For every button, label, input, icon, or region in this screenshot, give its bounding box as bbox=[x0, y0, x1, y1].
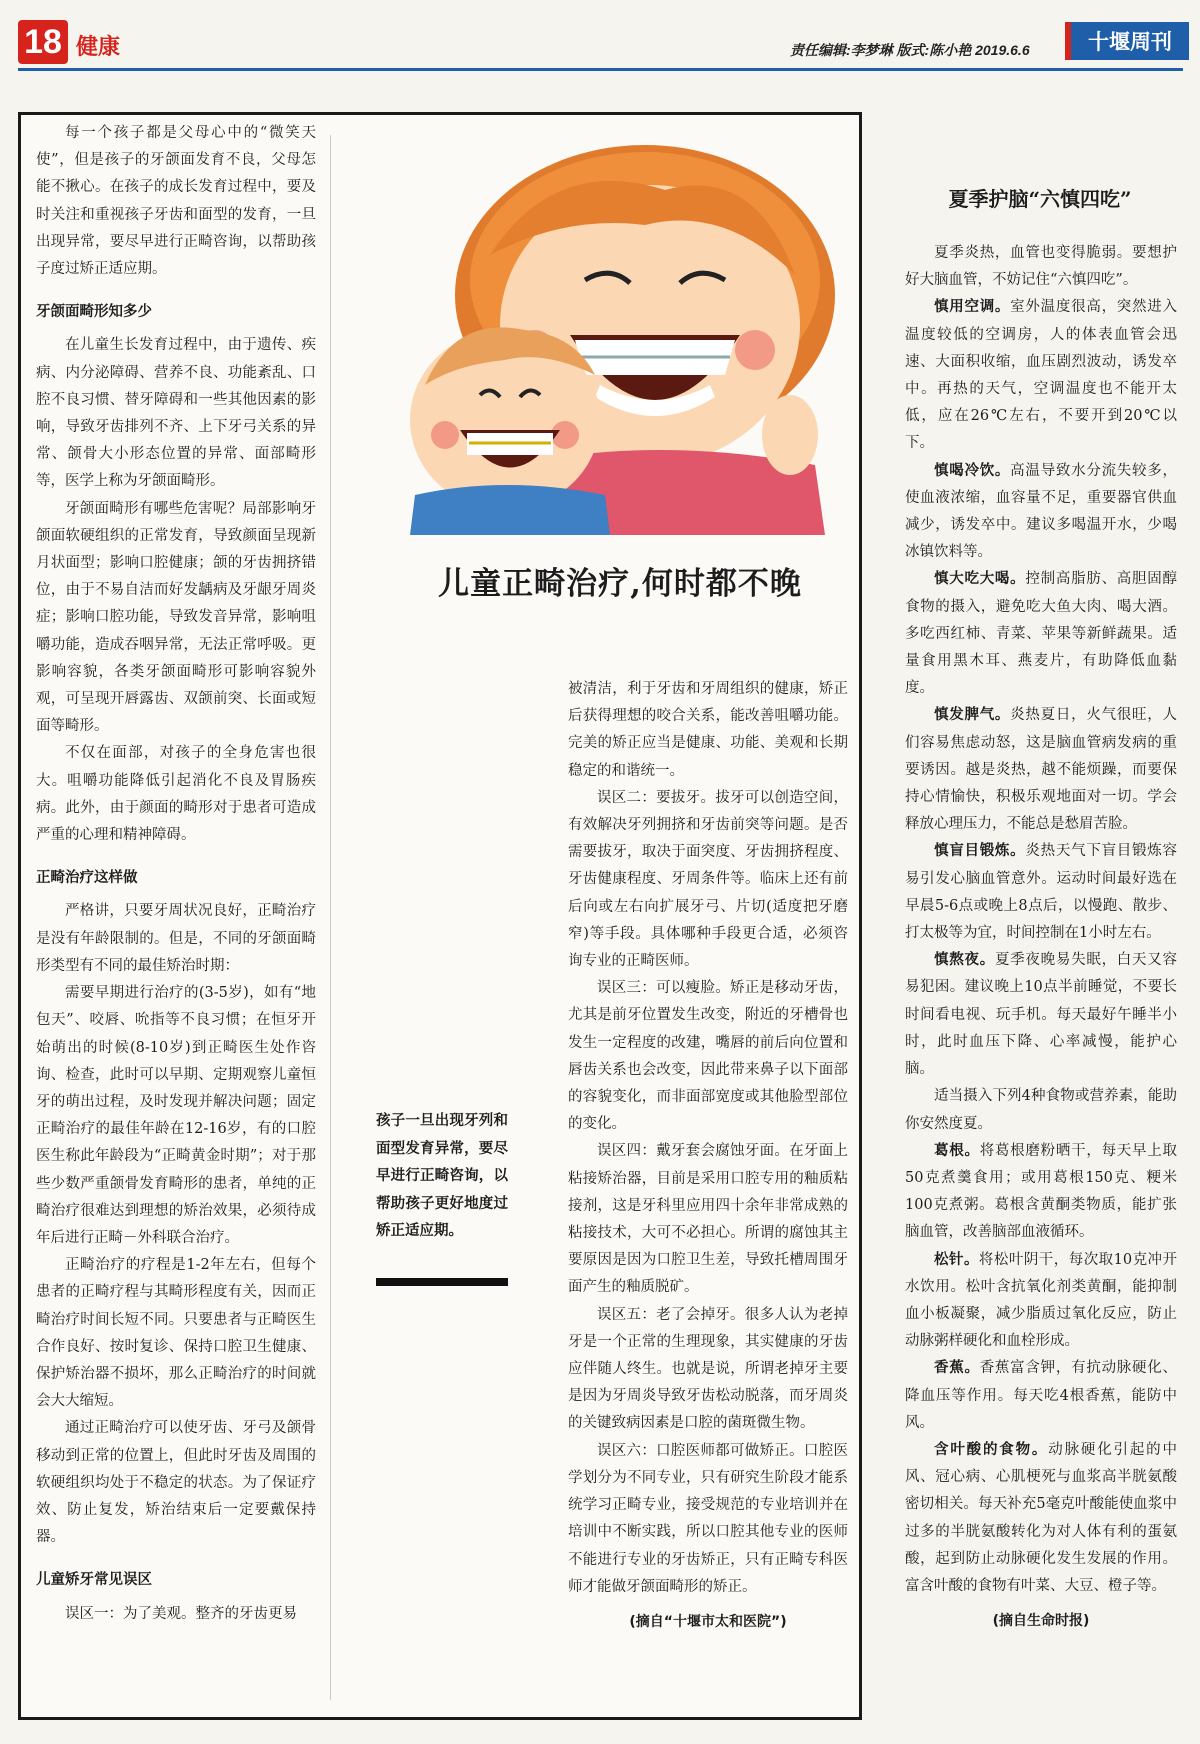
tip-text: 室外温度很高，突然进入温度较低的空调房，人的体表血管会迅速、大面积收缩，血压剧烈波动，诱发卒中。再热的天气，空调温度也不能开太低，应在26℃左右，不要开到20℃以下。 bbox=[905, 299, 1178, 452]
tip-text: 控制高脂肪、高胆固醇食物的摄入，避免吃大鱼大肉、喝大酒。多吃西红柿、青菜、苹果等新鲜蔬果。适量食用黑木耳、燕麦片，有助降低血黏度。 bbox=[905, 571, 1178, 697]
source-credit: (摘自生命时报) bbox=[992, 1613, 1090, 1630]
food-text: 将松叶阴干，每次取10克冲开水饮用。松叶含抗氧化剂类黄酮，能抑制血小板凝聚，减少脂质过氧化反应，防止动脉粥样硬化和血栓形成。 bbox=[905, 1251, 1178, 1350]
paragraph: 严格讲，只要牙周状况良好，正畸治疗是没有年龄限制的。但是，不同的牙颌面畸形类型有不同的最佳矫治时期： bbox=[36, 903, 316, 974]
tip-item bbox=[905, 838, 1177, 947]
paragraph: 误区五：老了会掉牙。很多人认为老掉牙是一个正常的生理现象，其实健康的牙齿应伴随人终生。也就是说，所谓老掉牙主要是因为牙周炎导致牙齿松动脱落，而牙周炎的关键致病因素是口腔的菌斑微生物。 bbox=[568, 1306, 848, 1432]
paragraph: 误区六：口腔医师都可做矫正。口腔医学划分为不同专业，只有研究生阶段才能系统学习正畸专业，接受规范的专业培训并在培训中不断实践，所以口腔其他专业的医师不能进行专业的牙齿矫正，只有正畸专科医师才能做牙颌面畸形的矫正。 bbox=[568, 1442, 848, 1595]
food-lead: 香蕉。 bbox=[934, 1360, 980, 1377]
subheading: 儿童矫牙常见误区 bbox=[36, 1572, 152, 1589]
food-item bbox=[905, 1138, 1177, 1247]
food-item bbox=[905, 1355, 1177, 1437]
tip-lead: 慎熬夜。 bbox=[934, 952, 995, 969]
tip-text: 高温导致水分流失较多，使血液浓缩，血容量不足，重要器官供血减少，诱发卒中。建议多喝温开水，少喝冰镇饮料等。 bbox=[905, 462, 1178, 561]
paragraph: 牙颌面畸形有哪些危害呢？局部影响牙颌面软硬组织的正常发育，导致颜面呈现新月状面型；影响口腔健康；颌的牙齿拥挤错位，由于不易自洁而好发龋病及牙龈牙周炎症；影响口腔功能，导致发音异常，影响咀嚼功能，造成吞咽异常，无法正常呼吸。更影响容貌，各类牙颌面畸形可影响容貌外观，可呈现开唇露齿、双颌前突、长面或短面等畸形。 bbox=[36, 500, 316, 735]
paragraph: 需要早期进行治疗的(3-5岁)，如有“地包天”、咬唇、吮指等不良习惯；在恒牙开始萌出的时候(8-10岁)到正畸医生处作咨询、检查，此时可以早期、定期观察儿童恒牙的萌出过程，及时发现并解决问题；固定正畸治疗的最佳年龄在12-16岁，有的口腔医生称此年龄段为“正畸黄金时期”；对于那些少数严重颌骨发育畸形的患者，单纯的正畸治疗很难达到理想的矫治效果，必须待成年后进行正畸－外科联合治疗。 bbox=[36, 985, 316, 1246]
paragraph: 正畸治疗的疗程是1-2年左右，但每个患者的正畸疗程与其畸形程度有关，因而正畸治疗时间长短不同。只要患者与正畸医生合作良好、按时复诊、保持口腔卫生健康、保护矫治器不损坏，那么正畸治疗的时间就会大大缩短。 bbox=[36, 1257, 316, 1410]
intro-paragraph: 每一个孩子都是父母心中的“微笑天使”，但是孩子的牙颌面发育不良，父母怎能不揪心。在孩子的成长发育过程中，要及时关注和重视孩子牙齿和面型的发育，一旦出现异常，要尽早进行正畸咨询，以帮助孩子度过矫正适应期。 bbox=[36, 125, 316, 278]
subheading: 牙颌面畸形知多少 bbox=[36, 304, 152, 321]
tip-item bbox=[905, 294, 1177, 457]
tip-item bbox=[905, 566, 1177, 702]
subheading: 正畸治疗这样做 bbox=[36, 870, 138, 887]
braces-kids-illustration bbox=[395, 135, 845, 535]
tip-text: 炎热天气下盲目锻炼容易引发心脑血管意外。运动时间最好选在早晨5-6点或晚上8点后，以慢跑、散步、打太极等为宜，时间控制在1小时左右。 bbox=[905, 843, 1178, 942]
column-divider bbox=[330, 135, 331, 1700]
column-1 bbox=[36, 120, 316, 1628]
tip-item bbox=[905, 702, 1177, 838]
sidebar-article-title: 夏季护脑“六慎四吃” bbox=[948, 187, 1132, 211]
paragraph: 适当摄入下列4种食物或营养素，能助你安然度夏。 bbox=[905, 1088, 1177, 1132]
food-text: 动脉硬化引起的中风、冠心病、心肌梗死与血浆高半胱氨酸密切相关。每天补充5毫克叶酸能使血浆中过多的半胱氨酸转化为对人体有利的蛋氨酸，起到防止动脉硬化发生发展的作用。富含叶酸的食物有叶菜、大豆、橙子等。 bbox=[905, 1441, 1177, 1594]
masthead-logo: 十堰周刊 bbox=[1065, 22, 1189, 60]
food-item bbox=[905, 1247, 1177, 1356]
paragraph: 在儿童生长发育过程中，由于遗传、疾病、内分泌障碍、营养不良、功能紊乱、口腔不良习惯、替牙障碍和一些其他因素的影响，导致牙齿排列不齐、上下牙弓关系的异常、颌骨大小形态位置的异常、面部畸形等，医学上称为牙颌面畸形。 bbox=[36, 337, 316, 490]
paragraph: 通过正畸治疗可以使牙齿、牙弓及颌骨移动到正常的位置上，但此时牙齿及周围的软硬组织均处于不稳定的状态。为了保证疗效、防止复发，矫治结束后一定要戴保持器。 bbox=[36, 1420, 316, 1546]
header-rule bbox=[18, 68, 1183, 71]
paragraph: 夏季炎热，血管也变得脆弱。要想护好大脑血管，不妨记住“六慎四吃”。 bbox=[905, 245, 1177, 289]
tip-lead: 慎用空调。 bbox=[934, 299, 1011, 316]
section-title: 健康 bbox=[76, 35, 121, 60]
food-item bbox=[905, 1437, 1177, 1600]
paragraph: 被清洁，利于牙齿和牙周组织的健康，矫正后获得理想的咬合关系，能改善咀嚼功能。完美的矫正应当是健康、功能、美观和长期稳定的和谐统一。 bbox=[568, 681, 848, 779]
tip-lead: 慎大吃大喝。 bbox=[934, 571, 1026, 588]
paragraph: 误区三：可以瘦脸。矫正是移动牙齿，尤其是前牙位置发生改变，附近的牙槽骨也发生一定程度的改建，嘴唇的前后向位置和唇齿关系也会改变，因此带来鼻子以下面部的容貌变化，而非面部宽度或其他脸型部位的变化。 bbox=[568, 980, 848, 1133]
tip-item bbox=[905, 947, 1177, 1083]
tip-text: 炎热夏日，火气很旺，人们容易焦虑动怒，这是脑血管病发病的重要诱因。越是炎热，越不能烦躁，而要保持心情愉快，积极乐观地面对一切。学会释放心理压力，不能总是愁眉苦脸。 bbox=[905, 707, 1178, 833]
pull-quote: 孩子一旦出现牙列和面型发育异常，要尽早进行正畸咨询，以帮助孩子更好地度过矫正适应期。 bbox=[376, 1113, 508, 1239]
page-number: 18 bbox=[18, 20, 68, 64]
main-headline: 儿童正畸治疗,何时都不晚 bbox=[438, 566, 802, 602]
food-text: 将葛根磨粉晒干，每天早上取50克煮羹食用；或用葛根150克、粳米100克煮粥。葛根含黄酮类物质，能扩张脑血管，改善脑部血液循环。 bbox=[905, 1142, 1178, 1241]
food-lead: 松针。 bbox=[934, 1251, 979, 1268]
food-text: 香蕉富含钾，有抗动脉硬化、降血压等作用。每天吃4根香蕉，能防中风。 bbox=[905, 1360, 1178, 1431]
tip-lead: 慎喝冷饮。 bbox=[934, 462, 1011, 479]
tip-lead: 慎盲目锻炼。 bbox=[934, 843, 1026, 860]
column-2 bbox=[568, 676, 848, 1636]
food-lead: 葛根。 bbox=[934, 1142, 980, 1159]
paragraph: 误区一：为了美观。整齐的牙齿更易 bbox=[65, 1605, 297, 1622]
paragraph: 不仅在面部，对孩子的全身危害也很大。咀嚼功能降低引起消化不良及胃肠疾病。此外，由于颜面的畸形对于患者可造成严重的心理和精神障碍。 bbox=[36, 745, 316, 844]
editor-info: 责任编辑:李梦琳 版式:陈小艳 2019.6.6 bbox=[790, 42, 1030, 58]
column-3 bbox=[905, 240, 1177, 1635]
tip-item bbox=[905, 458, 1177, 567]
paragraph: 误区二：要拔牙。拔牙可以创造空间，有效解决牙列拥挤和牙齿前突等问题。是否需要拔牙，取决于面突度、牙齿拥挤程度、牙齿健康程度、牙周条件等。临床上还有前后向或左右向扩展牙弓、片切(适度把牙磨窄)等手段。具体哪种手段更合适，必须咨询专业的正畸医师。 bbox=[568, 789, 848, 970]
paragraph: 误区四：戴牙套会腐蚀牙面。在牙面上粘接矫治器，目前是采用口腔专用的釉质粘接剂，这是牙科里应用四十余年非常成熟的粘接技术，大可不必担心。所谓的腐蚀其主要原因是因为口腔卫生差，导致托槽周围牙面产生的釉质脱矿。 bbox=[568, 1143, 848, 1296]
tip-lead: 慎发脾气。 bbox=[934, 707, 1011, 724]
pull-quote-bar bbox=[376, 1278, 508, 1286]
food-lead: 含叶酸的食物。 bbox=[934, 1441, 1049, 1458]
tip-text: 夏季夜晚易失眠，白天又容易犯困。建议晚上10点半前睡觉，不要长时间看电视、玩手机。每天最好午睡半小时，此时血压下降、心率减慢，能护心脑。 bbox=[905, 952, 1178, 1078]
source-credit: (摘自“十堰市太和医院”) bbox=[629, 1613, 787, 1630]
